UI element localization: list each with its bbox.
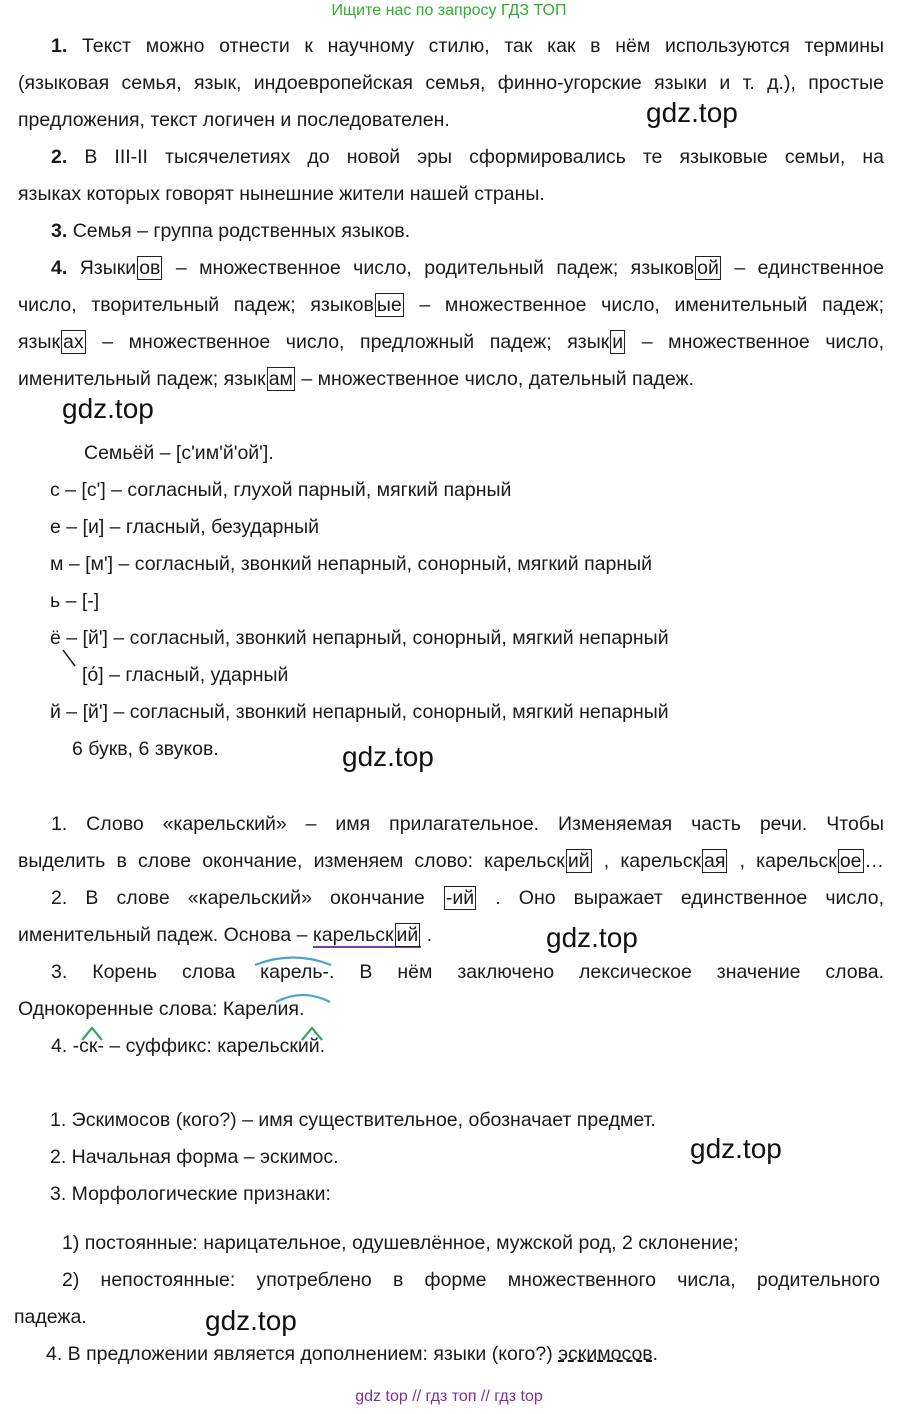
stem-underline: карельск ий (313, 924, 421, 948)
phonetic-summary: 6 букв, 6 звуков. (72, 738, 219, 760)
task1-line3: предложения, текст логичен и последователен. (18, 109, 450, 131)
phonetic-row: м – [м'] – согласный, звонкий непарный, сонорный, мягкий парный (50, 553, 653, 575)
header-banner: Ищите нас по запросу ГДЗ ТОП (331, 2, 567, 19)
morph-p2-line1: 2. В слове «карельский» окончание -ий . Оно выражает единственное число, (51, 887, 884, 909)
watermark: gdz.top (62, 393, 154, 424)
watermark: gdz.top (205, 1305, 297, 1336)
noun-line: 2) непостоянные: употреблено в форме множественного числа, родительного (62, 1269, 880, 1291)
ending-box: -ий (445, 887, 475, 909)
root-word: карель- (260, 961, 330, 983)
morph-p3-line1: 3. Корень слова карель-. В нём заключено лексическое значение слова. (51, 961, 884, 983)
task2-line1: 2. В III-II тысячелетиях до новой эры сформировались те языковые семьи, на (51, 146, 884, 168)
related-word: Карелия (222, 998, 299, 1020)
noun-line: 3. Морфологические признаки: (50, 1183, 331, 1205)
noun-line: 4. В предложении является дополнением: языки (кого?) эскимосов. (46, 1343, 659, 1365)
watermark: gdz.top (546, 922, 638, 953)
ending-box: ой (697, 257, 719, 279)
watermark: gdz.top (690, 1133, 782, 1164)
task2-line2: языках которых говорят нынешние жители нашей страны. (18, 183, 545, 205)
ending-box: ов (139, 257, 161, 279)
ending-box: ий (567, 850, 590, 872)
phonetic-row: е – [и] – гласный, безударный (50, 516, 320, 538)
morph-p2-line2: именительный падеж. Основа – карельск ий . (18, 924, 433, 946)
ending-box: и (612, 331, 624, 353)
ending-box: ая (704, 850, 726, 872)
ending-box: ам (268, 368, 293, 390)
ending-box: ое (839, 850, 862, 872)
footer-banner: gdz top // гдз топ // гдз top (355, 1388, 543, 1405)
phonetic-row: ь – [-] (50, 590, 100, 612)
phonetic-title: Семьёй – [с'им'й'ой']. (84, 442, 274, 464)
noun-line: падежа. (14, 1306, 87, 1328)
task3-line: 3. Семья – группа родственных языков. (51, 220, 411, 242)
phonetic-row: [о́] – гласный, ударный (82, 664, 289, 686)
noun-line: 2. Начальная форма – эскимос. (50, 1146, 339, 1168)
noun-line: 1) постоянные: нарицательное, одушевлённое, мужской род, 2 склонение; (62, 1232, 739, 1254)
task4-line2: число, творительный падеж; языков ые – множественное число, именительный падеж; (18, 294, 884, 316)
phonetic-row: й – [й'] – согласный, звонкий непарный, сонорный, мягкий непарный (50, 701, 669, 723)
morph-p4: 4. -ск- – суффикс: карельский. (51, 1035, 326, 1057)
watermark: gdz.top (646, 97, 738, 128)
morph-p1-line2: выделить в слове окончание, изменяем слово: карельск ий , карельск ая , карельск ое … (18, 850, 885, 872)
ending-box: ах (63, 331, 84, 353)
morph-p3-line2: Однокоренные слова: Карелия. (18, 998, 305, 1020)
watermark: gdz.top (342, 741, 434, 772)
phonetic-row: с – [с'] – согласный, глухой парный, мягкий парный (50, 479, 512, 501)
morph-p1-line1: 1. Слово «карельский» – имя прилагательное. Изменяемая часть речи. Чтобы (51, 813, 884, 835)
object-underline: эскимосов (558, 1343, 653, 1365)
task4-line3: язык ах – множественное число, предложный падеж; язык и – множественное число, (18, 331, 884, 353)
task4-line4: именительный падеж; язык ам – множественное число, дательный падеж. (18, 368, 694, 390)
task1-line1: 1. Текст можно отнести к научному стилю, так как в нём используются термины (51, 35, 885, 57)
task1-line2: (языковая семья, язык, индоевропейская семья, финно-угорские языки и т. д.), простые (18, 72, 884, 94)
transcription-link (63, 650, 75, 666)
task4-line1: 4. Языки ов – множественное число, родительный падеж; языков ой – единственное (51, 257, 885, 279)
ending-box: ые (376, 294, 402, 316)
phonetic-row: ё – [й'] – согласный, звонкий непарный, сонорный, мягкий непарный (50, 627, 669, 649)
noun-line: 1. Эскимосов (кого?) – имя существительное, обозначает предмет. (50, 1109, 656, 1131)
ending-box: ий (396, 924, 419, 946)
